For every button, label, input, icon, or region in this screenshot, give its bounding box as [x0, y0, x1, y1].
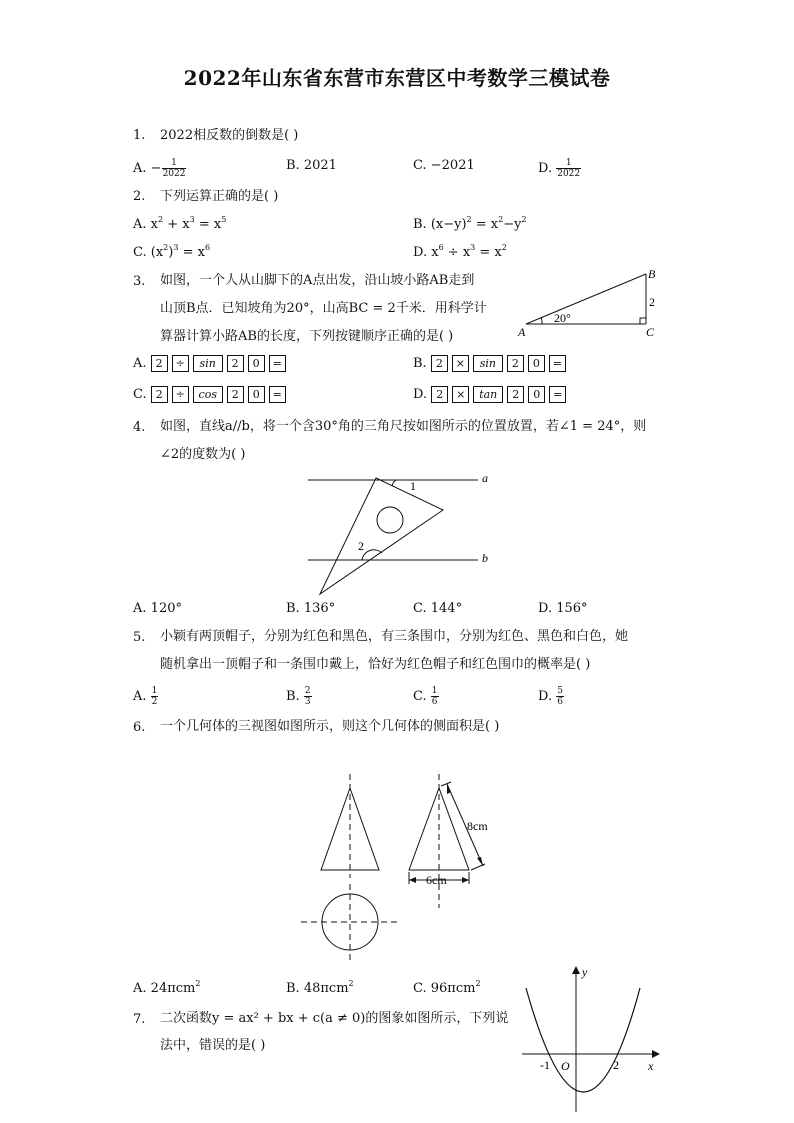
q3-stem-line1: 如图，一个人从山脚下的A点出发，沿山坡小路AB走到 [160, 273, 475, 288]
q3-stem-line3: 算器计算小路AB的长度，下列按键顺序正确的是( ) [160, 329, 454, 344]
key-multiply: × [452, 355, 469, 372]
option-text: 144° [430, 601, 463, 616]
key-2: 2 [151, 386, 168, 403]
top-view-circle [322, 894, 378, 950]
origin-label: O [561, 1059, 570, 1073]
option-text: 136° [303, 601, 336, 616]
q2-option-a: A. $x^2 + x^3 = x^5$ [133, 215, 227, 232]
angle-label: 20° [554, 311, 571, 325]
q4-option-d [538, 601, 588, 616]
q6-stem: 一个几何体的三视图如图所示，则这个几何体的侧面积是( ) [160, 719, 500, 734]
option-label: B. [286, 158, 300, 173]
key-equals: = [549, 386, 566, 403]
q2-stem: 下列运算正确的是( ) [160, 189, 279, 204]
extension-line [471, 864, 485, 870]
exponent: 2 [195, 979, 201, 988]
q4-stem-line2: ∠2的度数为( ) [160, 447, 246, 462]
option-text: −2021 [430, 158, 475, 173]
q3-stem-line2: 山顶B点．已知坡角为20°，山高BC = 2千米．用科学计 [160, 301, 487, 316]
q4-number: 4. [133, 420, 146, 435]
option-text: 156° [556, 601, 588, 616]
key-2: 2 [227, 386, 244, 403]
option-label: A. [133, 689, 147, 704]
option-label: A. [133, 217, 147, 232]
q2-option-d: D. $x^6 \div x^3 = x^2$ [413, 243, 507, 260]
page-title: 2022年山东省东营市东营区中考数学三模试卷 [183, 66, 611, 90]
option-label: B. [286, 601, 300, 616]
angle-arc [541, 317, 542, 324]
exponent: 2 [348, 979, 354, 988]
line-a-label: a [482, 471, 488, 485]
option-text: 2021 [303, 158, 337, 173]
q4-option-b [286, 601, 335, 616]
numerator: 1 [151, 686, 158, 696]
slope-line-ab [526, 274, 646, 324]
y-axis-label: y [582, 965, 588, 979]
option-label: B. [286, 689, 300, 704]
key-tan: tan [473, 386, 503, 403]
q6-option-a [133, 981, 200, 996]
q1-option-a [133, 158, 186, 179]
key-equals: = [549, 355, 566, 372]
key-0: 0 [528, 386, 545, 403]
root-neg1-label: -1 [540, 1058, 550, 1072]
option-label: A. [133, 981, 147, 996]
q4-option-a [133, 601, 182, 616]
numerator: 2 [304, 686, 311, 696]
option-label: C. [413, 689, 427, 704]
fraction [556, 158, 581, 179]
q3-option-d [413, 386, 570, 403]
slant-label: 8cm [467, 819, 488, 833]
key-2: 2 [507, 386, 524, 403]
option-label: B. [286, 981, 300, 996]
option-label: A. [133, 161, 147, 176]
q5-option-d [538, 686, 564, 707]
arrow-head [462, 877, 469, 883]
numerator: 5 [557, 686, 563, 696]
numerator: 1 [171, 158, 177, 168]
key-0: 0 [248, 355, 265, 372]
key-sin: sin [193, 355, 223, 372]
option-label: C. [413, 158, 427, 173]
option-label: D. [538, 161, 553, 176]
x-axis-label: x [648, 1059, 654, 1073]
fraction [304, 686, 312, 707]
denominator: 3 [304, 697, 311, 707]
root-2-label: 2 [613, 1058, 619, 1072]
q2-option-b: B. $(x-y)^2 = x^2-y^2$ [413, 215, 527, 232]
parabola-figure [516, 960, 666, 1118]
q5-option-a [133, 686, 158, 707]
q1-option-d [538, 158, 581, 179]
denominator: 6 [431, 697, 438, 707]
denominator: 2 [151, 697, 158, 707]
fraction [431, 686, 439, 707]
parabola-curve [526, 988, 640, 1092]
option-label: D. [538, 689, 553, 704]
arrow-head [409, 877, 416, 883]
q6-number: 6. [133, 720, 146, 735]
key-equals: = [269, 355, 286, 372]
q2-option-c: C. $(x^2)^3 = x^6$ [133, 243, 211, 260]
y-axis-arrow [572, 966, 580, 974]
q3-number: 3. [133, 274, 146, 289]
label-a: A [518, 325, 526, 339]
key-0: 0 [528, 355, 545, 372]
q7-stem-line2: 法中，错误的是( ) [160, 1038, 266, 1053]
key-2: 2 [431, 355, 448, 372]
option-label: C. [133, 245, 147, 260]
option-label: C. [133, 387, 147, 402]
right-angle-mark [640, 318, 646, 324]
minus-sign: − [150, 161, 162, 176]
set-square [320, 478, 443, 594]
extension-line [441, 782, 451, 786]
option-text: 48πcm [303, 981, 349, 996]
key-2: 2 [151, 355, 168, 372]
option-label: C. [413, 981, 427, 996]
key-divide: ÷ [172, 386, 189, 403]
key-divide: ÷ [172, 355, 189, 372]
q2-number: 2. [133, 189, 146, 204]
angle-1-label: 1 [410, 479, 416, 493]
option-label: B. [413, 217, 427, 232]
option-text: 24πcm [150, 981, 196, 996]
q3-option-c [133, 386, 290, 403]
q4-stem-line1: 如图，直线a//b，将一个含30°角的三角尺按如图所示的位置放置，若∠1 = 24°，则 [160, 419, 647, 434]
option-label: D. [413, 245, 428, 260]
q7-stem-line1: 二次函数y = ax² + bx + c(a ≠ 0)的图象如图所示，下列说 [160, 1011, 509, 1026]
q1-option-b [286, 158, 337, 173]
fraction [556, 686, 564, 707]
base-label: 6cm [426, 873, 447, 887]
x-axis-arrow [652, 1050, 660, 1058]
key-0: 0 [248, 386, 265, 403]
q3-option-b [413, 355, 570, 372]
fraction [162, 158, 187, 179]
q6-option-c [413, 981, 481, 996]
q1-stem: 2022相反数的倒数是( ) [160, 128, 299, 143]
key-sin: sin [473, 355, 503, 372]
numerator: 1 [431, 686, 438, 696]
label-c: C [646, 325, 655, 339]
key-2: 2 [431, 386, 448, 403]
q3-option-a [133, 355, 290, 372]
option-label: D. [538, 601, 553, 616]
q5-number: 5. [133, 630, 146, 645]
line-b-label: b [482, 551, 488, 565]
q7-number: 7. [133, 1012, 146, 1027]
denominator: 2022 [557, 169, 581, 179]
option-label: A. [133, 601, 147, 616]
q1-option-c [413, 158, 475, 173]
denominator: 2022 [162, 169, 186, 179]
angle-1-arc [392, 480, 396, 486]
denominator: 6 [557, 697, 563, 707]
arrow-head [477, 857, 483, 866]
q1-number: 1. [133, 128, 146, 143]
q6-option-b [286, 981, 354, 996]
option-label: B. [413, 356, 427, 371]
fraction [151, 686, 159, 707]
option-label: A. [133, 356, 147, 371]
key-2: 2 [227, 355, 244, 372]
exponent: 2 [475, 979, 481, 988]
q5-stem-line1: 小颖有两顶帽子，分别为红色和黑色，有三条围巾，分别为红色、黑色和白色，她 [160, 629, 629, 644]
option-label: C. [413, 601, 427, 616]
slope-figure [512, 264, 662, 344]
key-cos: cos [193, 386, 223, 403]
key-2: 2 [507, 355, 524, 372]
numerator: 1 [565, 158, 572, 168]
key-equals: = [269, 386, 286, 403]
q4-option-c [413, 601, 462, 616]
parallel-lines-figure [300, 466, 500, 600]
option-text: 96πcm [430, 981, 476, 996]
option-label: D. [413, 387, 428, 402]
q5-option-c [413, 686, 439, 707]
three-views-figure [295, 768, 505, 968]
set-square-hole [377, 507, 403, 533]
q5-stem-line2: 随机拿出一顶帽子和一条围巾戴上，恰好为红色帽子和红色围巾的概率是( ) [160, 657, 591, 672]
height-label: 2 [649, 295, 655, 309]
angle-2-label: 2 [358, 539, 364, 553]
option-text: 120° [150, 601, 182, 616]
label-b: B [648, 267, 656, 281]
key-multiply: × [452, 386, 469, 403]
q5-option-b [286, 686, 312, 707]
